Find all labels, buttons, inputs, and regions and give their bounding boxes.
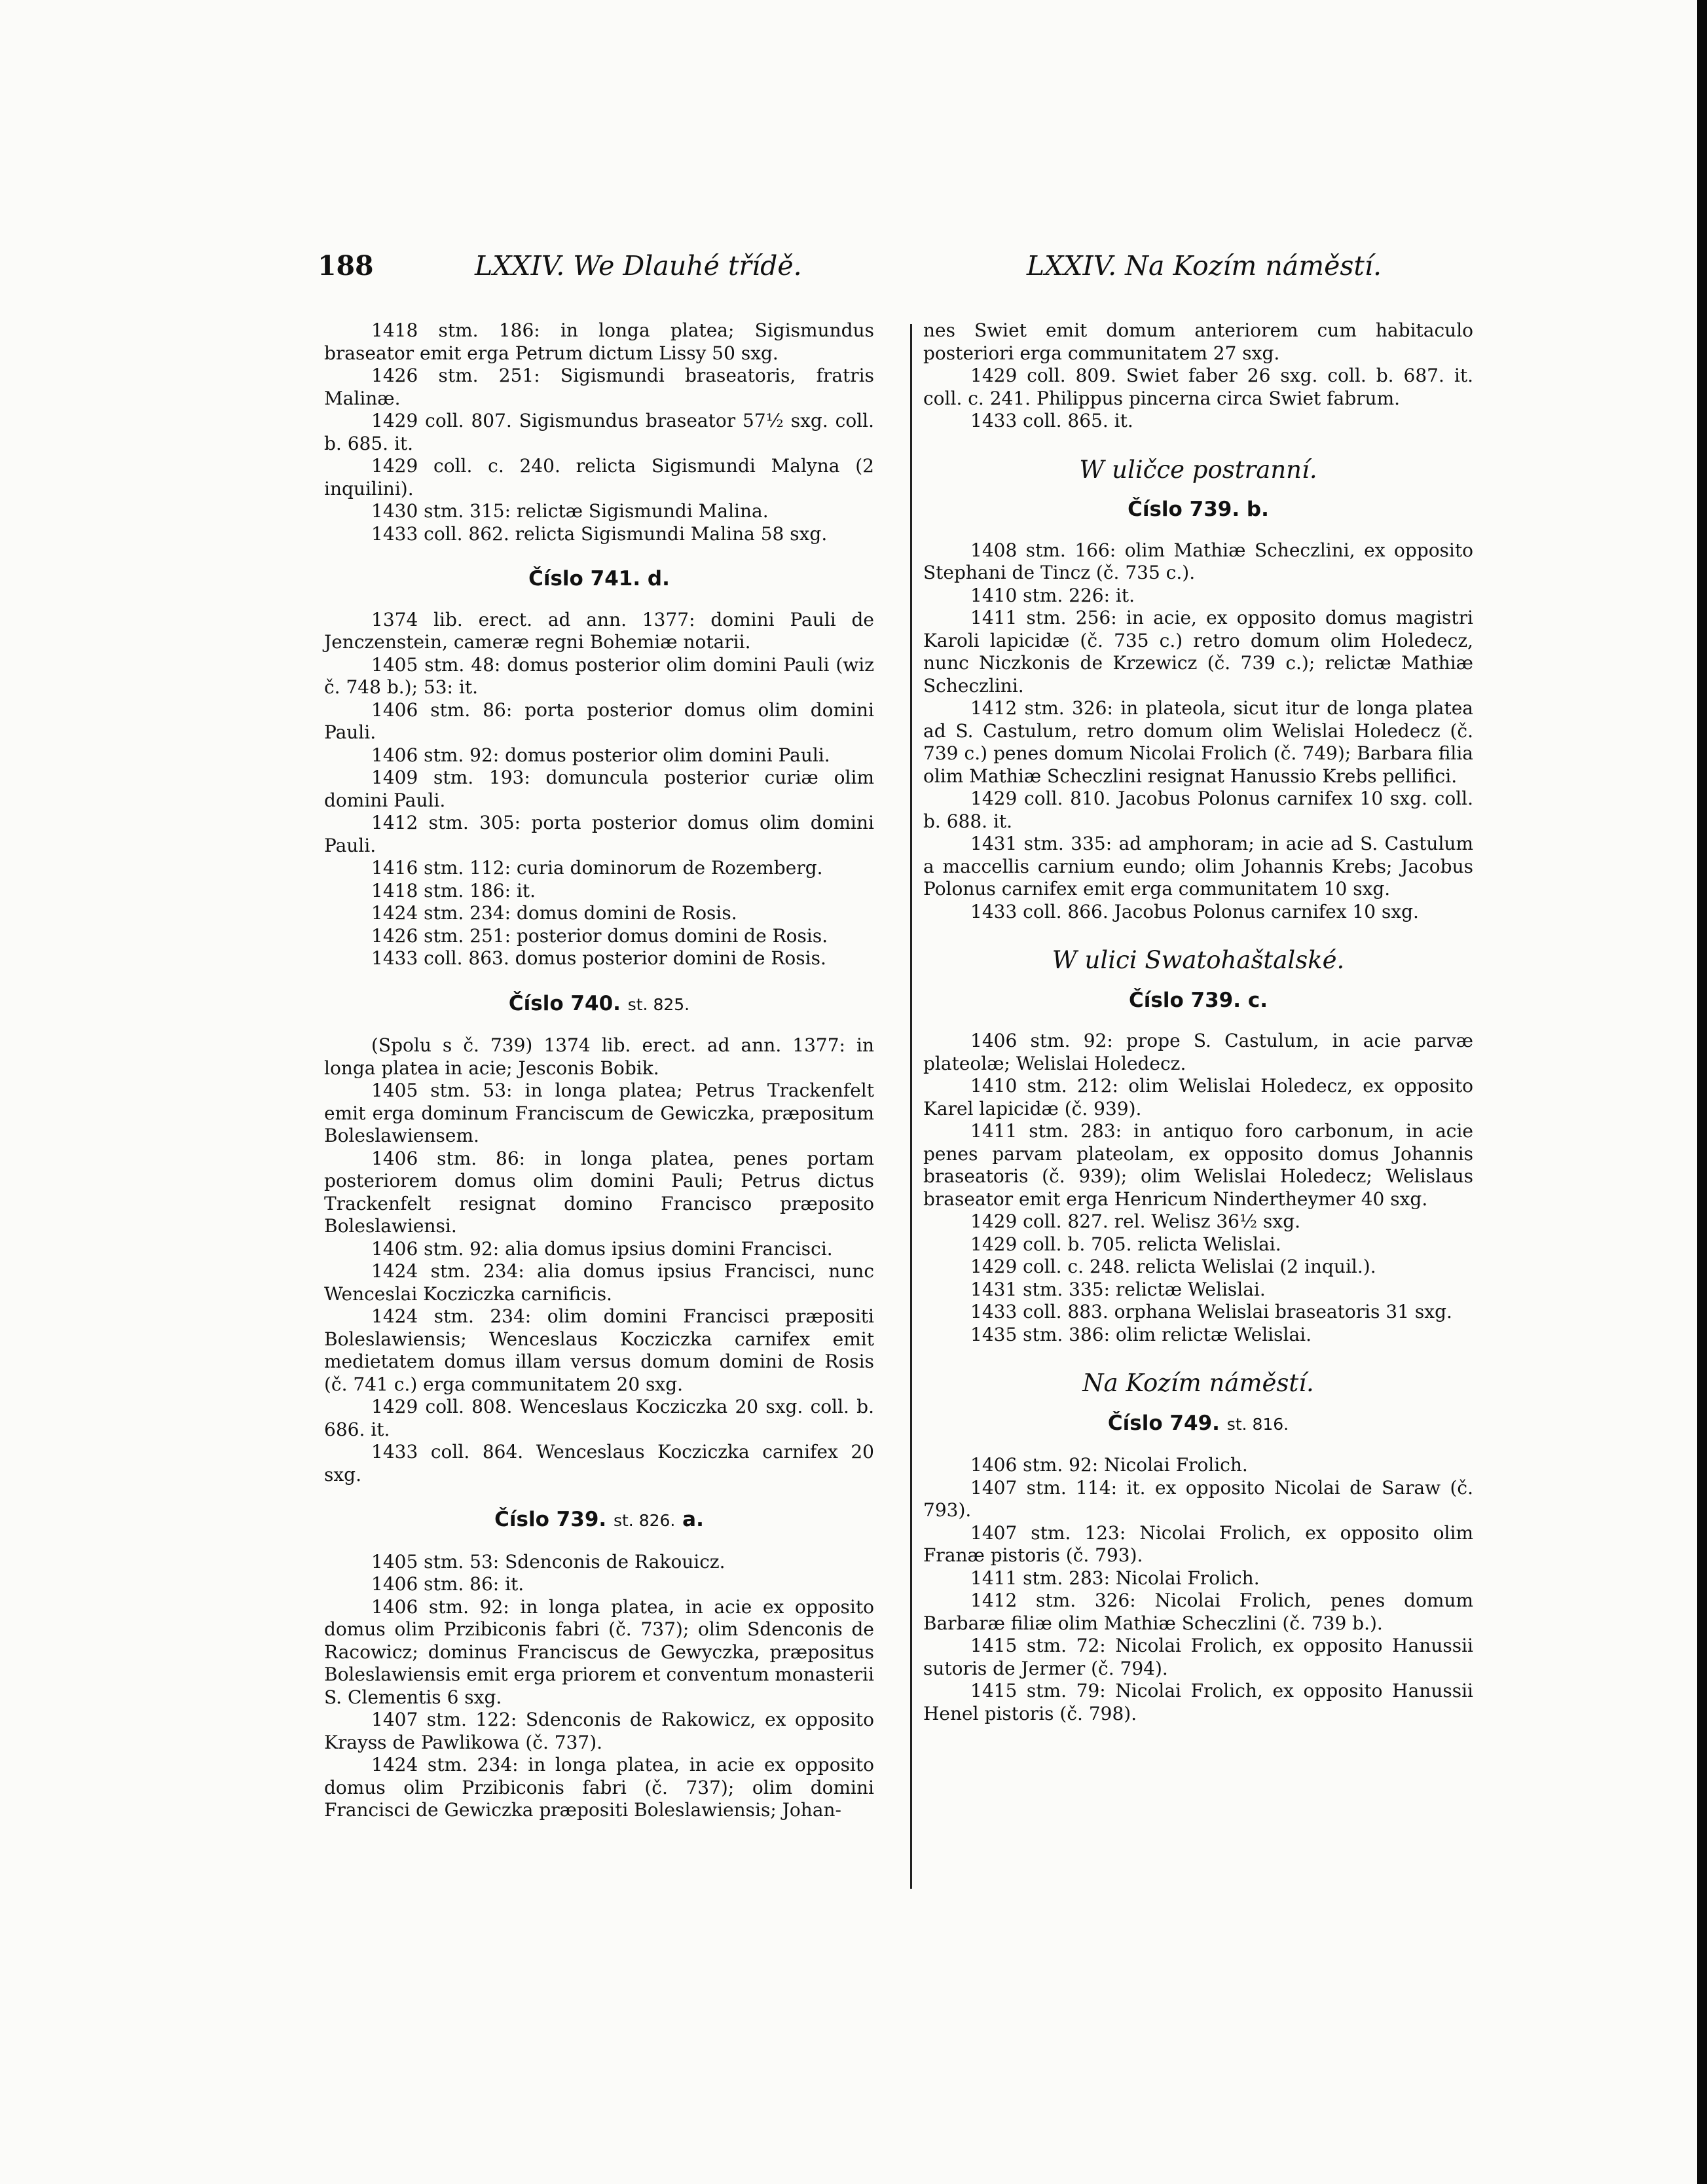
entry: 1424 stm. 234: domus domini de Rosis. — [371, 902, 737, 924]
entry: 1433 coll. 865. it. — [970, 410, 1133, 431]
heading-old-number: st. 826. — [613, 1511, 676, 1530]
entry: 1415 stm. 72: Nicolai Frolich, ex opposito Hanussii sutoris de Jermer (č. 794). — [923, 1635, 1473, 1679]
entry: 1429 coll. 827. rel. Welisz 36½ sxg. — [970, 1210, 1301, 1232]
heading-old-number: st. 825. — [627, 994, 690, 1014]
entry: 1406 stm. 92: Nicolai Frolich. — [970, 1454, 1248, 1476]
scan-edge — [1697, 0, 1707, 2184]
entry-continued: nes Swiet emit domum anteriorem cum habitaculo posteriori erga communitatem 27 sxg. — [923, 319, 1473, 364]
entry: 1410 stm. 212: olim Welislai Holedecz, ex opposito Karel lapicidæ (č. 939). — [923, 1075, 1473, 1119]
entry: 1435 stm. 386: olim relictæ Welislai. — [970, 1323, 1312, 1345]
section-heading-739a — [324, 1508, 874, 1533]
entry: 1405 stm. 53: Sdenconis de Rakouicz. — [371, 1550, 725, 1573]
entry: 1426 stm. 251: posterior domus domini de Rosis. — [371, 924, 828, 947]
entry: 1409 stm. 193: domuncula posterior curiæ olim domini Pauli. — [324, 767, 874, 811]
section-heading-739b: Číslo 739. b. — [1128, 498, 1269, 521]
right-running-title: LXXIV. Na Kozím náměstí. — [1026, 250, 1382, 282]
heading-number: Číslo 749. — [1107, 1411, 1220, 1435]
entry: 1431 stm. 335: relictæ Welislai. — [970, 1278, 1266, 1300]
street-heading-postranni: W uličce postranní. — [1079, 455, 1317, 484]
entry: 1433 coll. 862. relicta Sigismundi Malina 58 sxg. — [371, 522, 828, 545]
entry: 1405 stm. 53: in longa platea; Petrus Trackenfelt emit erga dominum Franciscum de Gewiczka, præpositum Boleslawiensem. — [324, 1080, 874, 1146]
street-heading-swatohastalske: W ulici Swatohaštalské. — [1052, 946, 1345, 974]
heading-number: Číslo 739. — [494, 1508, 607, 1531]
section-heading-740 — [324, 992, 874, 1017]
entry: 1415 stm. 79: Nicolai Frolich, ex opposito Hanussii Henel pistoris (č. 798). — [923, 1680, 1473, 1724]
entry: 1426 stm. 251: Sigismundi braseatoris, fratris Malinæ. — [324, 365, 874, 409]
section-heading-749 — [923, 1412, 1473, 1436]
entry: 1406 stm. 92: in longa platea, in acie ex opposito domus olim Przibiconis fabri (č. 737); olim Sdenconis de Racowicz; dominus Franciscus de Gewyczka, præpositus Boleslawiensis emit erga priorem et conventum monasterii S. Clementis 6 sxg. — [324, 1595, 874, 1708]
entry: 1410 stm. 226: it. — [970, 584, 1135, 606]
entry: 1433 coll. 883. orphana Welislai braseatoris 31 sxg. — [970, 1301, 1452, 1322]
entry: 1412 stm. 326: Nicolai Frolich, penes domum Barbaræ filiæ olim Mathiæ Scheczlini (č. 739 b.). — [923, 1590, 1473, 1634]
street-heading-kozi-namesti: Na Kozím náměstí. — [1082, 1369, 1314, 1397]
entry: 1433 coll. 864. Wenceslaus Kocziczka carnifex 20 sxg. — [324, 1441, 874, 1485]
entry: 1407 stm. 123: Nicolai Frolich, ex opposito olim Franæ pistoris (č. 793). — [923, 1521, 1473, 1566]
heading-number: Číslo 740. — [508, 991, 621, 1015]
heading-old-number: st. 816. — [1226, 1414, 1289, 1434]
entry: 1429 coll. c. 240. relicta Sigismundi Malyna (2 inquilini). — [324, 455, 874, 500]
entry: 1407 stm. 122: Sdenconis de Rakowicz, ex opposito Krayss de Pawlikowa (č. 737). — [324, 1709, 874, 1753]
section-heading-741d: Číslo 741. d. — [528, 567, 670, 591]
running-header — [318, 250, 1382, 296]
entry: 1424 stm. 234: olim domini Francisci præpositi Boleslawiensis; Wenceslaus Kocziczka carnifex emit medietatem domus illam versus domum domini de Rosis (č. 741 c.) erga communitatem 20 sxg. — [324, 1305, 874, 1395]
left-running-title: LXXIV. We Dlauhé třídě. — [475, 250, 802, 282]
entry: 1433 coll. 863. domus posterior domini de Rosis. — [371, 947, 826, 969]
entry: 1406 stm. 86: in longa platea, penes portam posteriorem domus olim domini Pauli; Petrus dictus Trackenfelt resignat domino Francisco præposito Boleslawiensi. — [324, 1147, 874, 1237]
entry: 1416 stm. 112: curia dominorum de Rozemberg. — [371, 857, 823, 879]
entry: 1424 stm. 234: alia domus ipsius Francisci, nunc Wenceslai Kocziczka carnificis. — [324, 1260, 874, 1305]
entry: 1407 stm. 114: it. ex opposito Nicolai de Saraw (č. 793). — [923, 1476, 1473, 1521]
page-number: 188 — [318, 250, 374, 282]
entry: 1429 coll. b. 705. relicta Welislai. — [970, 1233, 1281, 1255]
section-heading-739c: Číslo 739. c. — [1129, 988, 1268, 1012]
entry: 1429 coll. c. 248. relicta Welislai (2 inquil.). — [970, 1256, 1376, 1277]
entry: 1418 stm. 186: it. — [371, 879, 536, 901]
entry: 1411 stm. 256: in acie, ex opposito domus magistri Karoli lapicidæ (č. 735 c.) retro domum olim Holedecz, nunc Niczkonis de Krzewicz (č. 739 c.); relictæ Mathiæ Scheczlini. — [923, 607, 1473, 697]
entry: 1433 coll. 866. Jacobus Polonus carnifex 10 sxg. — [970, 900, 1419, 922]
entry: 1406 stm. 86: it. — [371, 1573, 524, 1595]
entry: 1406 stm. 92: domus posterior olim domini Pauli. — [371, 744, 830, 766]
entry: 1429 coll. 807. Sigismundus braseator 57½ sxg. coll. b. 685. it. — [324, 410, 874, 454]
entry: 1405 stm. 48: domus posterior olim domini Pauli (wiz č. 748 b.); 53: it. — [324, 653, 874, 698]
entry: 1406 stm. 92: alia domus ipsius domini Francisci. — [371, 1237, 833, 1260]
entry: 1411 stm. 283: in antiquo foro carbonum, in acie penes parvam plateolam, ex opposito domus Johannis braseatoris (č. 939); olim Welislai Holedecz; Welislaus braseator emit erga Henricum Nindertheymer 40 sxg. — [923, 1120, 1473, 1210]
left-column — [324, 319, 874, 1822]
column-divider — [910, 324, 912, 1889]
entry: 1406 stm. 92: prope S. Castulum, in acie parvæ plateolæ; Welislai Holedecz. — [923, 1030, 1473, 1074]
entry: 1430 stm. 315: relictæ Sigismundi Malina. — [371, 500, 769, 522]
right-column — [923, 319, 1473, 1725]
entry: 1406 stm. 86: porta posterior domus olim domini Pauli. — [324, 699, 874, 743]
entry: 1408 stm. 166: olim Mathiæ Scheczlini, ex opposito Stephani de Tincz (č. 735 c.). — [923, 539, 1473, 583]
entry: 1424 stm. 234: in longa platea, in acie ex opposito domus olim Przibiconis fabri (č. 737); olim domini Francisci de Gewiczka præpositi Boleslawiensis; Johan- — [324, 1754, 874, 1821]
entry: 1374 lib. erect. ad ann. 1377: domini Pauli de Jenczenstein, cameræ regni Bohemiæ notarii. — [324, 608, 874, 653]
entry: 1429 coll. 808. Wenceslaus Kocziczka 20 sxg. coll. b. 686. it. — [324, 1396, 874, 1440]
entry: 1411 stm. 283: Nicolai Frolich. — [970, 1567, 1260, 1589]
entry: 1418 stm. 186: in longa platea; Sigismundus braseator emit erga Petrum dictum Lissy 50 sxg. — [324, 319, 874, 364]
entry: 1431 stm. 335: ad amphoram; in acie ad S. Castulum a maccellis carnium eundo; olim Johannis Krebs; Jacobus Polonus carnifex emit erga communitatem 10 sxg. — [923, 833, 1473, 900]
entry: 1429 coll. 809. Swiet faber 26 sxg. coll. b. 687. it. coll. c. 241. Philippus pincerna circa Swiet fabrum. — [923, 365, 1473, 409]
entry: 1412 stm. 326: in plateola, sicut itur de longa platea ad S. Castulum, retro domum olim Welislai Holedecz (č. 739 c.) penes domum Nicolai Frolich (č. 749); Barbara filia olim Mathiæ Scheczlini resignat Hanussio Krebs pellifici. — [923, 697, 1473, 787]
entry: 1429 coll. 810. Jacobus Polonus carnifex 10 sxg. coll. b. 688. it. — [923, 788, 1473, 832]
heading-suffix: a. — [682, 1508, 704, 1531]
entry: 1412 stm. 305: porta posterior domus olim domini Pauli. — [324, 812, 874, 856]
entry: (Spolu s č. 739) 1374 lib. erect. ad ann. 1377: in longa platea in acie; Jesconis Bobik. — [324, 1034, 874, 1079]
